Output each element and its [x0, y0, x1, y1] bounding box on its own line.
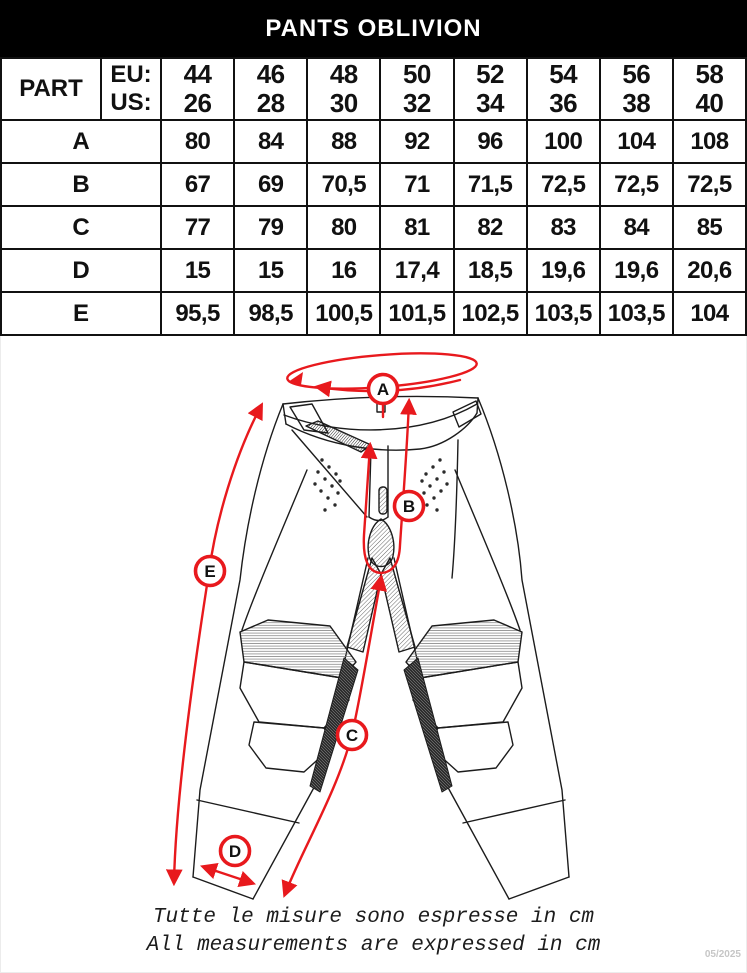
caption-english: All measurements are expressed in cm	[146, 934, 601, 957]
size-col: 56 38	[600, 58, 673, 120]
label-b	[395, 492, 424, 521]
arrow-d	[204, 867, 252, 883]
label-e	[196, 557, 225, 586]
part-a-label: A	[1, 120, 161, 163]
zipper	[379, 487, 387, 514]
region-header	[101, 58, 161, 120]
svg-text:C: C	[345, 726, 359, 745]
table-row: D 15 15 16 17,4 18,5 19,6 19,6 20,6	[1, 249, 746, 292]
units-caption	[0, 904, 747, 960]
version-stamp: 05/2025	[704, 949, 741, 960]
pants-measurement-diagram	[0, 338, 747, 910]
label-c	[338, 721, 367, 750]
svg-text:E: E	[204, 562, 216, 581]
eu-label: EU:	[110, 61, 152, 88]
svg-text:D: D	[228, 842, 242, 861]
part-e-label: E	[1, 292, 161, 335]
table-header-row	[1, 58, 746, 120]
pants-outline	[193, 396, 569, 899]
table-title-bar	[0, 0, 747, 57]
knee-pad-left	[240, 620, 356, 678]
size-col: 52 34	[454, 58, 527, 120]
page-title: PANTS OBLIVION	[265, 14, 482, 42]
size-col: 54 36	[527, 58, 600, 120]
size-col: 58 40	[673, 58, 746, 120]
label-d	[221, 837, 250, 866]
svg-text:A: A	[376, 380, 390, 399]
label-a	[369, 375, 398, 404]
table-row: B 67 69 70,5 71 71,5 72,5 72,5 72,5	[1, 163, 746, 206]
table-row: E 95,5 98,5 100,5 101,5 102,5 103,5 103,5 104	[1, 292, 746, 335]
us-label: US:	[110, 89, 152, 116]
size-col: 46 28	[234, 58, 307, 120]
part-c-label: C	[1, 206, 161, 249]
part-b-label: B	[1, 163, 161, 206]
svg-text:B: B	[402, 497, 416, 516]
size-table	[0, 57, 747, 336]
caption-italian: Tutte le misure sono espresse in cm	[152, 906, 595, 929]
table-row: A 80 84 88 92 96 100 104 108	[1, 120, 746, 163]
knee-pad-right	[406, 620, 522, 678]
measure-labels	[196, 375, 424, 866]
table-row: C 77 79 80 81 82 83 84 85	[1, 206, 746, 249]
size-col: 50 32	[380, 58, 453, 120]
mesh-wedge-right	[404, 658, 452, 792]
part-header: PART	[1, 58, 101, 120]
size-col: 48 30	[307, 58, 380, 120]
size-col: 44 26	[161, 58, 234, 120]
part-d-label: D	[1, 249, 161, 292]
